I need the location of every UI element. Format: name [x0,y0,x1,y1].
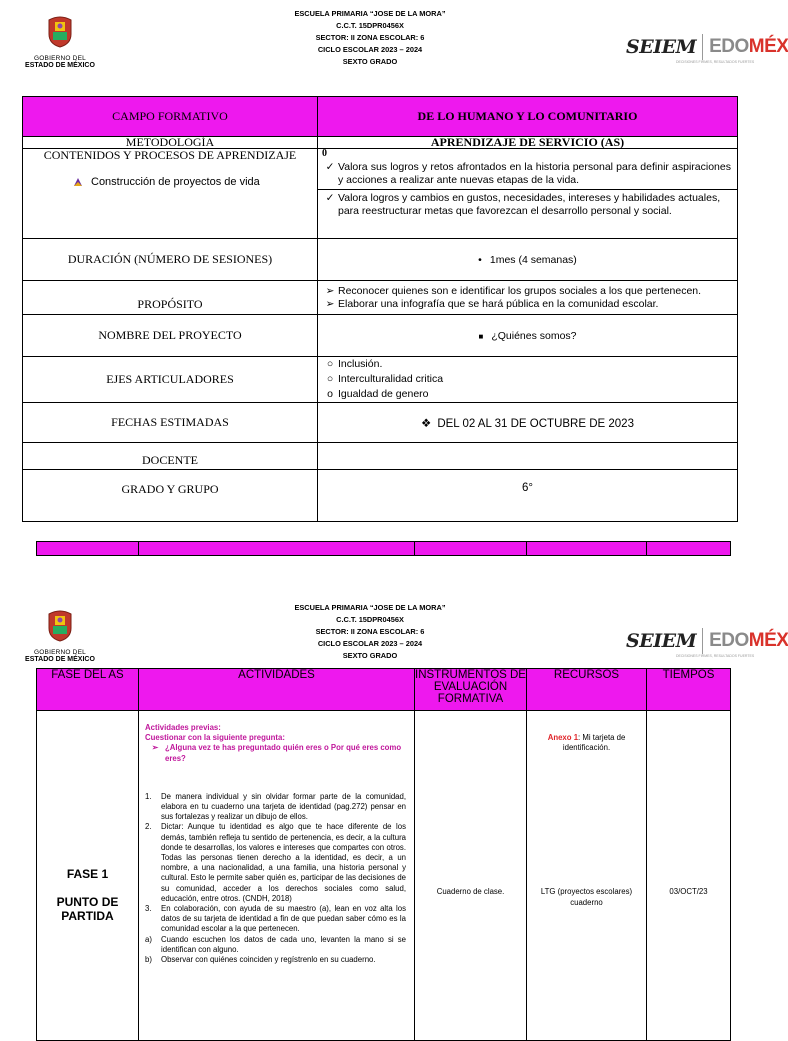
gov-line1: GOBIERNO DEL [34,55,86,62]
gov-line2: ESTADO DE MÉXICO [25,656,95,663]
duracion-value: 1mes (4 semanas) [489,253,577,266]
activity-num: a) [145,934,152,944]
row-proposito [23,281,738,315]
edomex-x: MÉX [748,36,788,57]
proposito-text-2: Elaborar una infografía que se hará pública en la comunidad escolar. [338,297,659,310]
strip-cell [527,542,647,556]
actividades-cell [139,711,415,1041]
edomex-a: EDO [709,36,749,57]
school-grado: SEXTO GRADO [342,651,398,660]
school-name: ESCUELA PRIMARIA “JOSE DE LA MORA” [294,9,446,18]
contenidos-item-text: Construcción de proyectos de vida [91,176,260,188]
planning-table [22,96,738,522]
activity-text: Cuando escuchen los datos de cada uno, levanten la mano si se identifican con alguno. [161,934,406,954]
gobierno-logo [18,14,102,69]
duracion-cell [318,239,738,281]
activity-item [145,792,406,823]
gobierno-logo [18,608,102,663]
eje-text-1: Inclusión. [338,358,383,370]
gov-line1: GOBIERNO DEL [34,649,86,656]
nombre-cell [318,315,738,357]
fechas-label: FECHAS ESTIMADAS [23,403,318,443]
activities-header-row [37,669,731,711]
row-nombre [23,315,738,357]
diamond-bullet-icon: ❖ [421,417,432,430]
check-icon: ✓ [325,192,335,204]
arrow-bullet-icon: ➢ [325,297,335,310]
metodologia-value: APRENDIZAJE DE SERVICIO (AS) [318,137,738,149]
pda-cell [318,149,738,239]
contenidos-num: 0 [322,148,327,159]
edomex-tagline: DECISIONES FIRMES, RESULTADOS FUERTES [676,60,755,64]
instrumento-cell [415,711,527,1041]
school-sector: SECTOR: II ZONA ESCOLAR: 6 [315,33,425,42]
bullet-dot-icon: • [478,253,482,266]
seiem-logo: SEIEM [626,36,697,58]
row-docente [23,443,738,470]
school-grado: SEXTO GRADO [342,57,398,66]
pregunta-text: ¿Alguna vez te has preguntado quién eres o Por qué eres como eres? [165,743,402,763]
coat-of-arms-icon [45,14,75,48]
check-icon: ✓ [325,161,335,173]
pda-text-2: Valora logros y cambios en gustos, necesidades, intereses y habilidades actuales, para reestructurar metas que favorezcan el desarrollo personal y social. [338,192,721,217]
activity-text: De manera individual y sin olvidar formar parte de la comunidad, elabora en tu cuaderno una tarjeta de identidad (pag.272) pensar en sus fortalezas y realizar un dibujo de ellos. [161,791,406,822]
eje-text-2: Interculturalidad critica [338,373,444,385]
header-instrumentos: INSTRUMENTOS DE EVALUACIÓN FORMATIVA [415,669,527,711]
activities-table [36,668,731,1041]
school-cct: C.C.T. 15DPR0456X [336,615,404,624]
recursos-cell [527,711,647,1041]
docente-label: DOCENTE [23,443,318,470]
header-actividades: ACTIVIDADES [139,669,415,711]
school-cct: C.C.T. 15DPR0456X [336,21,404,30]
triangle-bullet-icon [73,177,83,187]
docente-value[interactable] [318,443,738,470]
activity-num: b) [145,955,152,965]
row-duracion [23,239,738,281]
activity-text: Observar con quiénes coinciden y regístrenlo en su cuaderno. [161,955,376,965]
coat-of-arms-icon [45,608,75,642]
row-metodologia [23,137,738,149]
pda-text-1: Valora sus logros y retos afrontados en la historia personal para definir aspiraciones y acciones a realizar ante nuevas etapas de la vida. [338,161,731,186]
school-ciclo: CICLO ESCOLAR 2023 – 2024 [317,639,423,648]
activity-num: 3. [145,904,152,914]
nombre-value: ¿Quiénes somos? [491,329,577,342]
square-bullet-icon: ■ [478,331,484,341]
edomex-x: MÉX [748,630,788,651]
header-fase: FASE DEL AS [37,669,139,711]
anexo-label: Anexo 1 [547,733,579,742]
seiem-edomex-logo [626,628,788,658]
fase-subtitle: PUNTO DE PARTIDA [56,894,119,923]
activity-item [145,822,406,904]
header-tiempos: TIEMPOS [647,669,731,711]
circle-bullet-icon: ○ [326,358,334,370]
header-recursos: RECURSOS [527,669,647,711]
proposito-item-2 [322,298,733,311]
strip-cell [415,542,527,556]
actividades-previas: Actividades previas: [145,723,221,732]
contenidos-label: CONTENIDOS Y PROCESOS DE APRENDIZAJE [43,148,297,162]
contenidos-cell [23,149,318,239]
seiem-logo: SEIEM [626,630,697,652]
empty-header-strip [36,541,731,556]
eje-text-3: Igualdad de genero [338,388,429,400]
school-header [230,8,510,68]
campo-value: DE LO HUMANO Y LO COMUNITARIO [318,97,738,137]
logo-divider [702,628,703,654]
activity-num: 2. [145,822,152,832]
arrow-bullet-icon: ➢ [151,743,159,753]
pregunta-item [145,743,406,763]
row-campo [23,97,738,137]
ejes-label: EJES ARTICULADORES [23,357,318,403]
anexo-desc: : Mi tarjeta de identificación. [562,733,626,753]
edomex-logo [709,630,788,652]
strip-cell [139,542,415,556]
row-ejes [23,357,738,403]
activity-item [145,935,406,955]
proposito-text-1: Reconocer quienes son e identificar los grupos sociales a los que pertenecen. [338,284,702,297]
proposito-cell [318,281,738,315]
fase-title: FASE 1 [66,866,109,881]
arrow-bullet-icon: ➢ [325,284,335,297]
activity-num: 1. [145,791,152,801]
ejes-cell [318,357,738,403]
contenidos-item [23,176,317,188]
fase-cell [37,711,139,1041]
duracion-label: DURACIÓN (NÚMERO DE SESIONES) [23,239,318,281]
proposito-item-1 [322,285,733,298]
fechas-value: DEL 02 AL 31 DE OCTUBRE DE 2023 [437,417,634,430]
logo-divider [702,34,703,60]
metodologia-label: METODOLOGÍA [23,137,318,149]
strip-cell [37,542,139,556]
eje-item-3 [322,387,733,402]
activity-item [145,955,406,965]
campo-label: CAMPO FORMATIVO [23,97,318,137]
seiem-edomex-logo [626,34,788,64]
activity-text: Dictar: Aunque tu identidad es algo que te hace diferente de los demás, también refleja tu sentido de pertenencia, es decir, a la cultura donde te desarrollas, los valores e intereses que compartes con otros. Todas las personas tienen derecho a la identidad, es decir, a un nombre, a una nacionalidad, a una familia, una historia personal y cultural. Esto le permite saber quién es, participar de las decisiones de su comunidad, acceder a los derechos sociales como salud, educación, entre otros. (CNDH, 2018) [161,822,406,903]
grado-value: 6° [318,470,738,522]
school-sector: SECTOR: II ZONA ESCOLAR: 6 [315,627,425,636]
eje-item-2 [322,372,733,387]
fase1-row [37,711,731,1041]
school-ciclo: CICLO ESCOLAR 2023 – 2024 [317,45,423,54]
circle-bullet-icon: ○ [326,373,334,385]
tiempo-value: 03/OCT/23 [669,887,708,896]
edomex-tagline: DECISIONES FIRMES, RESULTADOS FUERTES [676,654,755,658]
circle-bullet-icon: o [327,388,333,400]
pda-item-2 [318,190,737,220]
activity-list [145,792,406,965]
activity-text: En colaboración, con ayuda de su maestro (a), lean en voz alta los datos de su tarjeta de identidad a fin de que puedan saber cómo es la comunidad escolar a la que pertenecen. [161,904,406,934]
row-fechas [23,403,738,443]
cuestionar-label: Cuestionar con la siguiente pregunta: [145,733,285,743]
activity-item [145,904,406,935]
gov-line2: ESTADO DE MÉXICO [25,62,95,69]
instrumento-value: Cuaderno de clase. [436,887,505,896]
pda-item-1 [318,159,737,190]
school-header [230,602,510,662]
fechas-cell [318,403,738,443]
eje-item-1 [322,357,733,372]
row-contenidos [23,149,738,239]
edomex-a: EDO [709,630,749,651]
nombre-label: NOMBRE DEL PROYECTO [23,315,318,357]
strip-cell [647,542,731,556]
anexo-text [533,733,640,753]
proposito-label: PROPÓSITO [23,281,318,315]
edomex-logo [709,36,788,58]
grado-label: GRADO Y GRUPO [23,470,318,522]
tiempo-cell [647,711,731,1041]
school-name: ESCUELA PRIMARIA “JOSE DE LA MORA” [294,603,446,612]
row-grado [23,470,738,522]
recursos-value: LTG (proyectos escolares) cuaderno [540,887,633,907]
